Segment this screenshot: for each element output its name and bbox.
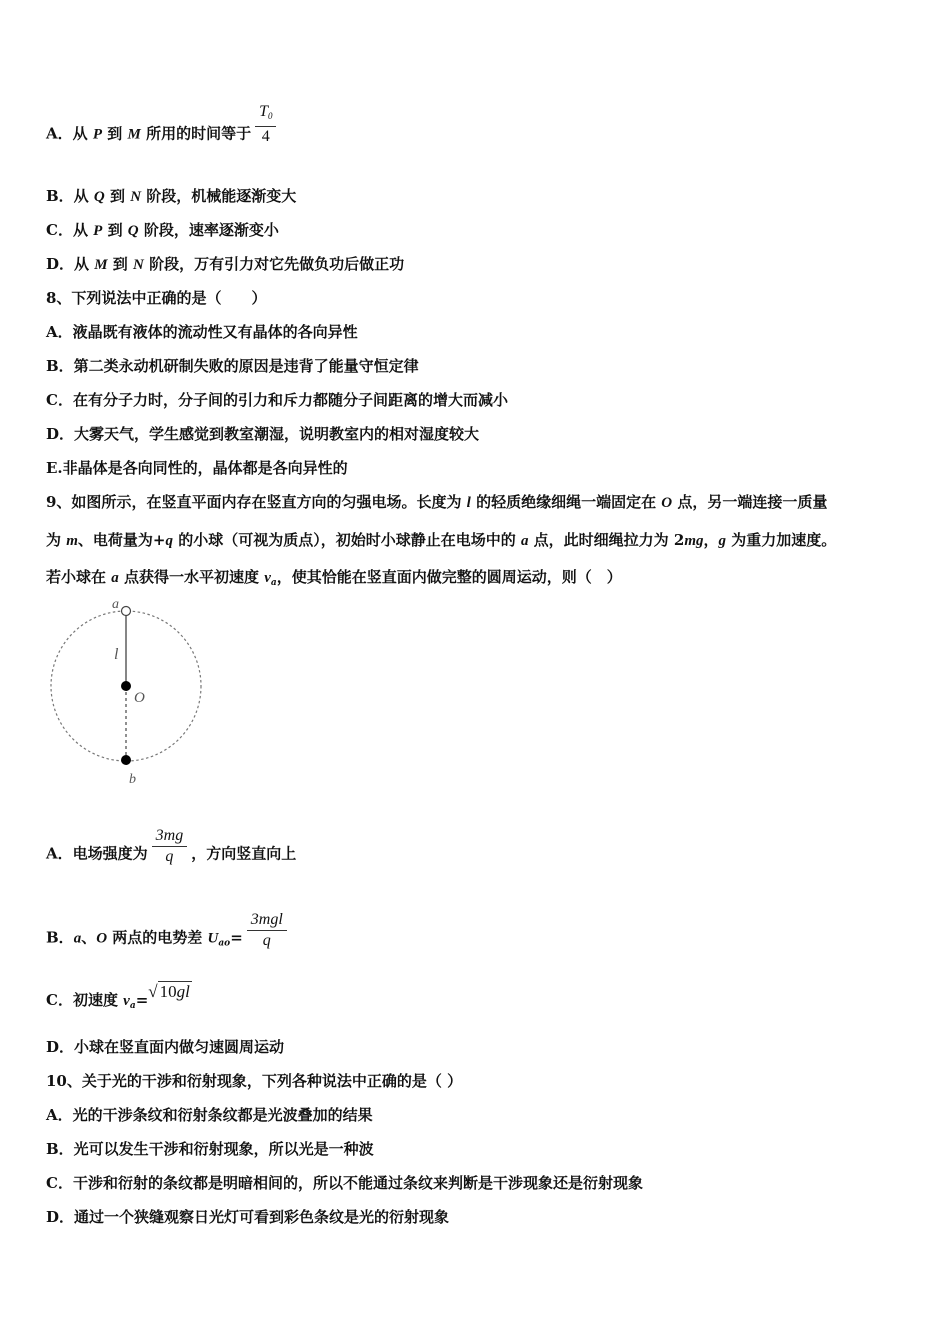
q7-c-prefix: C．从 — [46, 221, 94, 239]
q9-option-d: D．小球在竖直面内做匀速圆周运动 — [46, 1038, 285, 1056]
q9-l3-var-a: a — [111, 570, 119, 586]
q7-b-prefix: B．从 — [46, 187, 94, 205]
q10-option-b: B．光可以发生干涉和衍射现象，所以光是一种波 — [46, 1140, 374, 1158]
q9-l3-text-a: 若小球在 — [46, 568, 112, 586]
q7-a-var-p: P — [92, 126, 103, 143]
q9-c-sqrt: √ 10gl — [148, 982, 190, 1001]
q10-option-a: A．光的干涉条纹和衍射条纹都是光波叠加的结果 — [46, 1106, 373, 1124]
q9-b-prefix: B． — [46, 928, 74, 947]
q9-c-var-v: v — [123, 993, 130, 1009]
q9-l1-text-c: 点，另一端连接一质量 — [672, 493, 828, 511]
q7-c-suffix: 阶段，速率逐渐变小 — [138, 221, 279, 239]
q9-b-text: 两点的电势差 — [107, 928, 208, 947]
q8-option-c: C．在有分子力时，分子间的引力和斥力都随分子间距离的增大而减小 — [46, 391, 508, 409]
q7-a-prefix: A．从 — [46, 124, 93, 143]
q9-b-equals: = — [230, 928, 243, 947]
q9-l3-text-c: ，使其恰能在竖直面内做完整的圆周运动，则（ ） — [276, 568, 622, 586]
q9-a-frac-num: 3mg — [155, 827, 184, 844]
q9-a-suffix: ，方向竖直向上 — [191, 844, 297, 863]
q7-a-mid: 到 — [102, 124, 128, 143]
q7-a-frac-num: T — [259, 103, 268, 120]
q9-l1-text-b: 的轻质绝缘细绳一端固定在 — [470, 493, 662, 511]
q9-a-prefix: A．电场强度为 — [46, 844, 148, 863]
q9-option-c — [46, 982, 192, 1016]
q7-option-c — [46, 220, 279, 241]
q9-b-frac-num: 3mgl — [250, 911, 283, 928]
q7-option-a — [46, 103, 280, 157]
q9-l2-text-c: 的小球（可视为质点），初始时小球静止在电场中的 — [172, 531, 521, 549]
q9-l2-text-b: 、电荷量为+ — [77, 531, 166, 549]
q9-l2-text-a: 为 — [46, 531, 67, 549]
q7-a-frac-den: 4 — [255, 126, 276, 147]
q9-l3-var-v: v — [264, 570, 271, 586]
q9-l1-text-a: 9、如图所示，在竖直平面内存在竖直方向的匀强电场。长度为 — [46, 493, 467, 511]
q9-option-b — [46, 911, 291, 959]
label-b: b — [129, 772, 136, 787]
q8-option-b: B．第二类永动机研制失败的原因是违背了能量守恒定律 — [46, 357, 419, 375]
q7-option-b — [46, 186, 296, 207]
q8-stem: 8、下列说法中正确的是（ ） — [46, 289, 267, 307]
q7-c-var-p: P — [93, 223, 103, 239]
q9-b-frac-den: q — [247, 930, 287, 951]
q7-b-mid: 到 — [104, 187, 131, 205]
q9-b-mid: 、 — [81, 928, 97, 947]
q9-c-rad-num: 10 — [159, 982, 177, 1001]
q9-stem-line1 — [46, 492, 827, 513]
q7-d-var-m: M — [94, 257, 108, 273]
q9-l2-var-g: g — [718, 533, 727, 549]
q9-option-a — [46, 827, 297, 875]
q10-option-c: C．干涉和衍射的条纹都是明暗相间的，所以不能通过条纹来判断是干涉现象还是衍射现象 — [46, 1174, 643, 1192]
label-o: O — [134, 690, 145, 706]
ball-at-a — [122, 607, 131, 616]
q9-circle-diagram — [46, 596, 216, 791]
pivot-o — [121, 681, 131, 691]
q9-stem-line3 — [46, 567, 622, 593]
q10-option-d: D．通过一个狭缝观察日光灯可看到彩色条纹是光的衍射现象 — [46, 1208, 450, 1226]
q9-stem-line2 — [46, 530, 836, 551]
q9-l2-var-mg: mg — [684, 533, 704, 549]
q7-c-var-q: Q — [127, 223, 139, 239]
label-l: l — [114, 646, 119, 663]
point-b — [121, 755, 131, 765]
q8-option-a: A．液晶既有液体的流动性又有晶体的各向异性 — [46, 323, 358, 341]
q9-l2-text-d: 点，此时细绳拉力为 2 — [528, 531, 685, 549]
q7-a-fraction — [255, 102, 276, 147]
q9-b-var-u: U — [207, 930, 219, 947]
q10-stem: 10、关于光的干涉和衍射现象，下列各种说法中正确的是（ ） — [46, 1072, 463, 1090]
q9-a-fraction — [152, 826, 188, 867]
q7-d-var-n: N — [133, 257, 144, 273]
q9-b-var-u-sub: ao — [218, 938, 231, 949]
q8-option-d: D．大雾天气，学生感觉到教室潮湿，说明教室内的相对湿度较大 — [46, 425, 480, 443]
q7-b-var-n: N — [130, 189, 142, 205]
q9-l2-text-e: ， — [703, 531, 719, 549]
q9-c-prefix: C．初速度 — [46, 991, 124, 1009]
q9-l2-var-m: m — [66, 533, 78, 549]
q9-c-equals: = — [135, 991, 149, 1009]
q7-d-prefix: D．从 — [46, 255, 95, 273]
q7-c-mid: 到 — [102, 221, 128, 239]
q9-l1-var-o: O — [661, 495, 673, 511]
q9-c-rad-var: gl — [176, 982, 190, 1001]
q9-c-var-v-sub: a — [129, 1001, 136, 1011]
q9-a-frac-den: q — [152, 846, 188, 867]
q9-l3-var-v-sub: a — [270, 578, 277, 588]
q7-b-suffix: 阶段，机械能逐渐变大 — [141, 187, 297, 205]
q9-l1-var-l: l — [466, 495, 471, 511]
q8-option-e: E.非晶体是各向同性的，晶体都是各向异性的 — [46, 459, 348, 477]
q7-a-frac-num-sub: 0 — [267, 111, 273, 121]
label-a: a — [112, 597, 119, 612]
q9-b-fraction — [247, 910, 287, 951]
q9-l2-var-a: a — [520, 533, 529, 549]
q9-l2-var-q: q — [165, 533, 173, 549]
q7-a-var-m: M — [127, 126, 141, 143]
q9-b-var-a: a — [73, 930, 82, 947]
q9-l3-text-b: 点获得一水平初速度 — [118, 568, 265, 586]
q7-a-suffix: 所用的时间等于 — [140, 124, 252, 143]
q7-option-d — [46, 254, 404, 275]
q9-b-var-o: O — [96, 930, 108, 947]
q7-d-mid: 到 — [107, 255, 134, 273]
q7-d-suffix: 阶段，万有引力对它先做负功后做正功 — [143, 255, 405, 273]
q9-l2-text-f: 为重力加速度。 — [726, 531, 837, 549]
q7-b-var-q: Q — [93, 189, 105, 205]
